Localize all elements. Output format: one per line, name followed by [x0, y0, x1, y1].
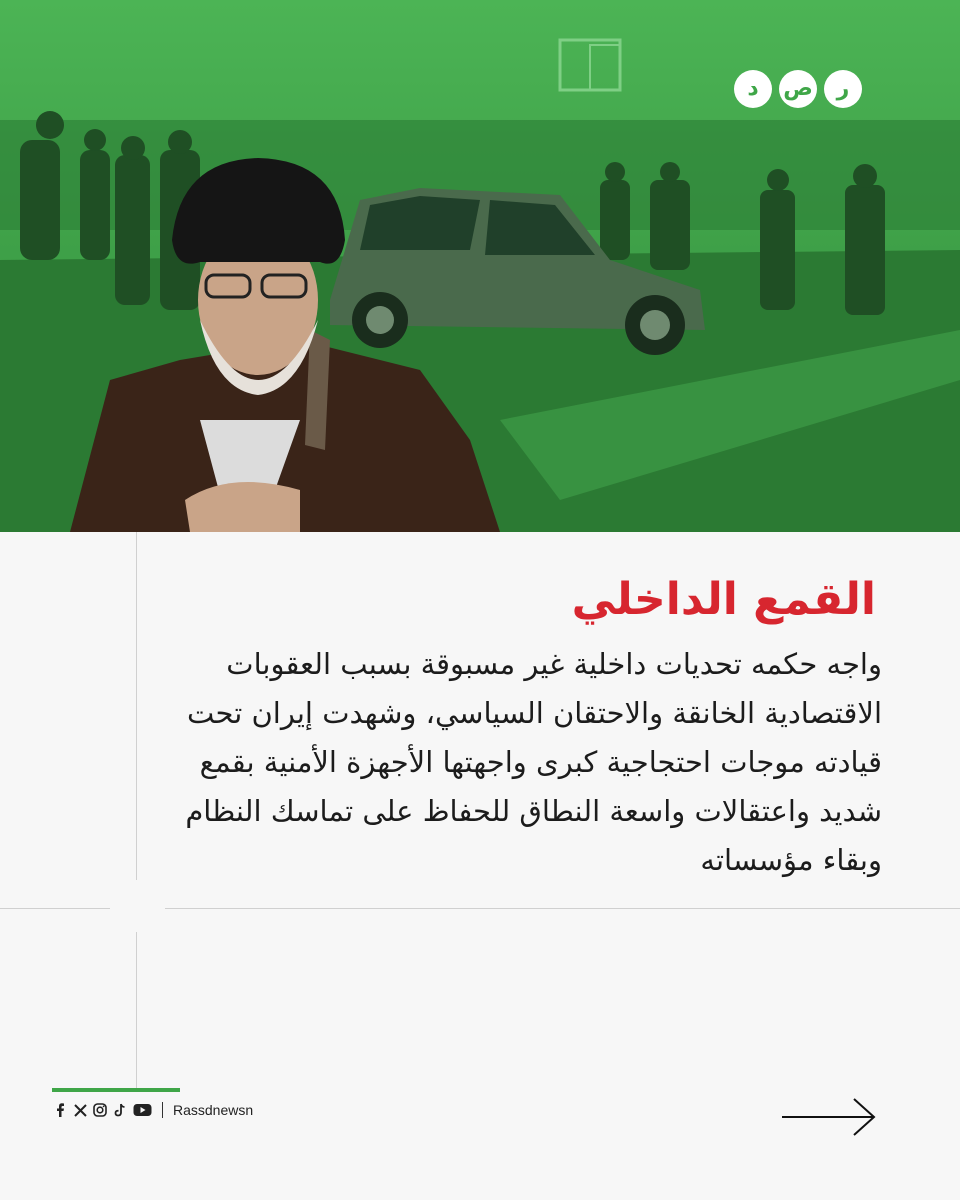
body-line: وبقاء مؤسساته: [700, 843, 882, 877]
footer-accent-bar: [52, 1088, 180, 1092]
arrow-right-icon: [780, 1097, 878, 1137]
frame-line: [136, 932, 137, 1092]
body-line: قيادته موجات احتجاجية كبرى واجهتها الأجهزة الأمنية بقمع: [199, 745, 882, 779]
youtube-icon[interactable]: [132, 1102, 152, 1118]
article-body: [162, 640, 882, 885]
body-line: الاقتصادية الخانقة والاحتقان السياسي، وشهدت إيران تحت: [187, 696, 882, 730]
article-title: القمع الداخلي: [571, 574, 876, 625]
frame-line: [136, 532, 137, 880]
logo-letter: ص: [779, 70, 817, 108]
instagram-icon[interactable]: [92, 1102, 108, 1118]
account-handle[interactable]: Rassdnewsn: [173, 1102, 254, 1118]
brand-logo: [734, 70, 862, 108]
frame-line: [165, 908, 960, 909]
divider: [162, 1102, 163, 1118]
tiktok-icon[interactable]: [112, 1102, 128, 1118]
logo-letter: ر: [824, 70, 862, 108]
next-arrow-button[interactable]: [780, 1097, 878, 1137]
facebook-icon[interactable]: [52, 1102, 68, 1118]
social-links: [52, 1102, 253, 1118]
frame-line: [0, 908, 110, 909]
body-line: شديد واعتقالات واسعة النطاق للحفاظ على تماسك النظام: [185, 794, 882, 828]
x-icon[interactable]: [72, 1102, 88, 1118]
hero-image: [0, 0, 960, 532]
body-line: واجه حكمه تحديات داخلية غير مسبوقة بسبب العقوبات: [226, 647, 882, 681]
logo-letter: د: [734, 70, 772, 108]
